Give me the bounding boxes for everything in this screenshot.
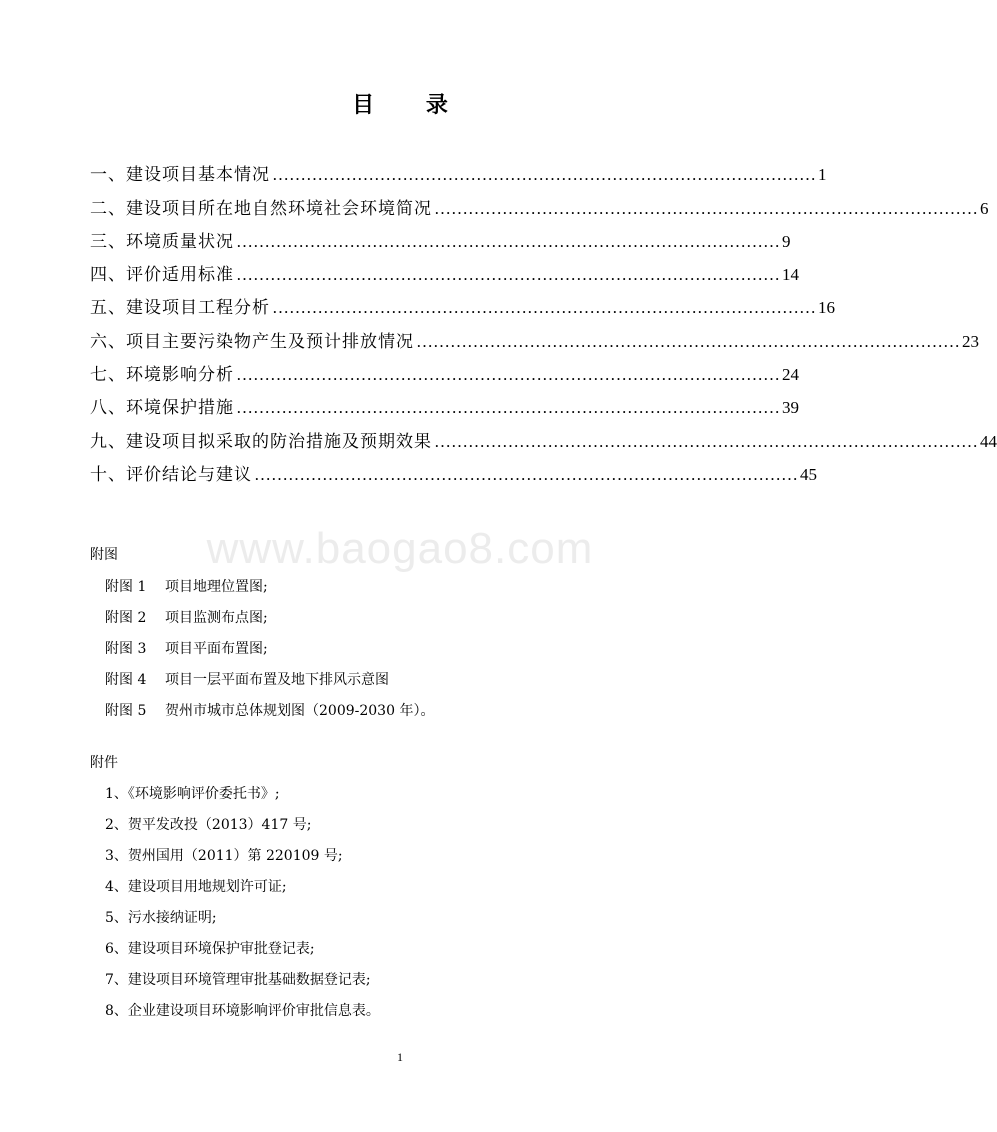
toc-page: 23	[962, 331, 979, 351]
list-item	[105, 576, 434, 607]
list-item: 4、建设项目用地规划许可证;	[105, 879, 287, 895]
figures-heading: 附图	[90, 547, 118, 563]
figure-title: 项目平面布置图;	[165, 641, 268, 657]
figures-list	[105, 576, 434, 731]
toc-page: 9	[782, 231, 791, 251]
watermark: www.baogao8.com	[206, 524, 594, 573]
toc-leader: ……………………………………………………………………………………	[236, 231, 780, 251]
figure-number: 附图 3	[105, 641, 147, 657]
figure-title: 项目一层平面布置及地下排风示意图	[165, 672, 389, 688]
toc-leader: ……………………………………………………………………………………	[272, 298, 816, 318]
list-item: 2、贺平发改投（2013）417 号;	[105, 817, 312, 833]
toc-label: 九、建设项目拟采取的防治措施及预期效果	[90, 431, 432, 452]
toc-entry	[90, 252, 799, 286]
toc-leader: ……………………………………………………………………………………	[434, 198, 978, 218]
page-number: 1	[397, 1050, 403, 1064]
figure-number: 附图 2	[105, 610, 147, 626]
attachments-list	[105, 783, 380, 1031]
toc-label: 四、评价适用标准	[90, 265, 234, 286]
toc-leader: ……………………………………………………………………………………	[416, 331, 960, 351]
toc-page: 39	[782, 398, 799, 418]
toc-page: 6	[980, 198, 989, 218]
list-item: 3、贺州国用（2011）第 220109 号;	[105, 848, 343, 864]
toc-entry	[90, 452, 817, 485]
table-of-contents	[90, 152, 997, 485]
list-item: 1、《环境影响评价委托书》;	[105, 786, 280, 802]
list-item: 5、污水接纳证明;	[105, 910, 217, 926]
toc-label: 二、建设项目所在地自然环境社会环境简况	[90, 198, 432, 219]
figure-title: 贺州市城市总体规划图（2009-2030 年）。	[165, 703, 435, 719]
list-item: 7、建设项目环境管理审批基础数据登记表;	[105, 972, 371, 988]
toc-page: 16	[818, 298, 835, 318]
toc-label: 七、环境影响分析	[90, 365, 234, 386]
toc-entry	[90, 385, 799, 419]
toc-leader: ……………………………………………………………………………………	[236, 365, 780, 385]
toc-leader: ……………………………………………………………………………………	[236, 265, 780, 285]
toc-leader: ……………………………………………………………………………………	[236, 398, 780, 418]
toc-entry	[90, 285, 835, 319]
figure-number: 附图 1	[105, 579, 147, 595]
toc-label: 八、环境保护措施	[90, 398, 234, 419]
toc-label: 三、环境质量状况	[90, 231, 234, 252]
list-item	[105, 669, 434, 700]
list-item: 8、企业建设项目环境影响评价审批信息表。	[105, 1003, 380, 1019]
page-title: 目 录	[352, 92, 470, 118]
figure-number: 附图 4	[105, 672, 147, 688]
toc-entry	[90, 152, 827, 186]
toc-page: 45	[800, 464, 817, 484]
toc-leader: ……………………………………………………………………………………	[434, 431, 978, 451]
toc-entry	[90, 418, 997, 452]
toc-page: 44	[980, 431, 997, 451]
toc-label: 十、评价结论与建议	[90, 464, 252, 485]
toc-label: 五、建设项目工程分析	[90, 298, 270, 319]
figure-title: 项目监测布点图;	[165, 610, 268, 626]
toc-page: 14	[782, 265, 799, 285]
toc-entry	[90, 185, 989, 219]
toc-entry	[90, 219, 791, 252]
toc-leader: ……………………………………………………………………………………	[272, 165, 816, 185]
list-item: 6、建设项目环境保护审批登记表;	[105, 941, 315, 957]
list-item	[105, 607, 434, 638]
attachments-heading: 附件	[90, 755, 118, 771]
figure-number: 附图 5	[105, 703, 147, 719]
list-item	[105, 638, 434, 669]
toc-entry	[90, 318, 979, 352]
figure-title: 项目地理位置图;	[165, 579, 268, 595]
list-item	[105, 700, 434, 731]
toc-entry	[90, 352, 799, 386]
toc-label: 六、项目主要污染物产生及预计排放情况	[90, 331, 414, 352]
toc-leader: ……………………………………………………………………………………	[254, 464, 798, 484]
toc-label: 一、建设项目基本情况	[90, 165, 270, 186]
toc-page: 1	[818, 165, 827, 185]
toc-page: 24	[782, 365, 799, 385]
